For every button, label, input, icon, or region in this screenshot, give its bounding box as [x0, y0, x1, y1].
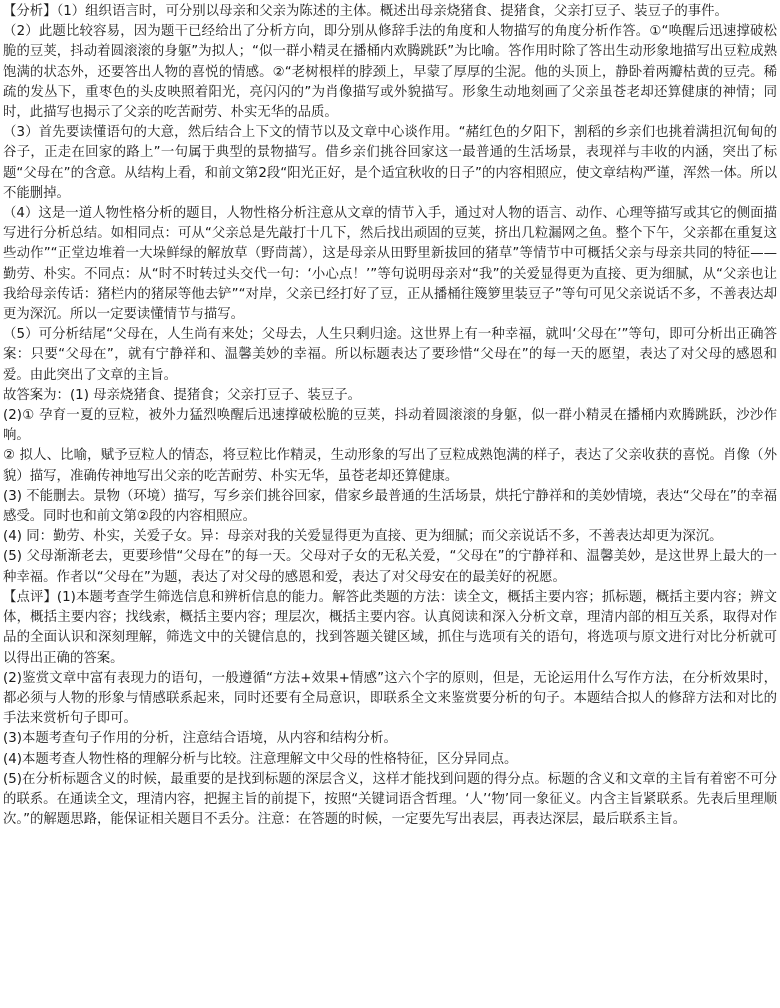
analysis-question-5-paragraph: （5）可分析结尾“父母在，人生尚有来处；父母去，人生只剩归途。这世界上有一种幸福，就叫‘父母在’”等句，即可分析出正确答案：只要“父母在”，就有宁静祥和、温馨美妙的幸福。所以标题表达了要珍惜“父母在”的每一天的愿望，表达了对父母的感恩和爱。由此突出了文章的主旨。 [3, 327, 777, 383]
comment-1-paragraph: 【点评】(1)本题考查学生筛选信息和辨析信息的能力。解答此类题的方法：读全文，概括主要内容；抓标题，概括主要内容；辨文体，概括主要内容；找线索，概括主要内容；理层次，概括主要内容。认真阅读和深入分析文章，理清内部的相互关系，取得对作品的全面认识和深刻理解，筛选文中的关键信息的，找到答题关键区域，抓住与选项有关的语句，将选项与原文进行对比分析就可以得出正确的答案。 [3, 589, 777, 666]
comment-2-paragraph: (2)鉴赏文章中富有表现力的语句，一般遵循“方法+效果+情感”这六个字的原则，但是，无论运用什么写作方法，在分析效果时，都必须与人物的形象与情感联系起来，同时还要有全局意识，即联系全文来鉴赏要分析的句子。本题结合拟人的修辞方法和对比的手法来赏析句子即可。 [3, 670, 777, 727]
answer-2b-paragraph: ② 拟人、比喻，赋予豆粒人的情态，将豆粒比作精灵，生动形象的写出了豆粒成熟饱满的样子，表达了父亲收获的喜悦。肖像（外貌）描写，准确传神地写出父亲的吃苦耐劳、朴实无华，虽苍老却还算健康。 [3, 448, 777, 484]
analysis-question-3-paragraph: （3）首先要读懂语句的大意，然后结合上下文的情节以及文章中心谈作用。“赭红色的夕阳下，割稻的乡亲们也挑着满担沉甸甸的谷子，正走在回家的路上”一句属于典型的景物描写。借乡亲们挑谷回家这一最普通的生活场景，表现祥与丰收的内涵，突出了标题“父母在”的含意。从结构上看，和前文第2段“阳光正好，是个适宜秋收的日子”的内容相照应，使文章结构严谨，浑然一体。所以不能删掉。 [3, 125, 777, 201]
comment-4-paragraph: (4)本题考查人物性格的理解分析与比较。注意理解文中父母的性格特征，区分异同点。 [3, 751, 518, 767]
answer-1-paragraph: 故答案为：(1) 母亲烧猪食、提猪食；父亲打豆子、装豆子。 [3, 387, 361, 403]
comment-5-paragraph: (5)在分析标题含义的时候，最重要的是找到标题的深层含义，这样才能找到问题的得分点。标题的含义和文章的主旨有着密不可分的联系。在通读全文，理清内容，把握主旨的前提下，按照“关键词语含哲理。‘人’‘物’同一象征义。内含主旨紧联系。先表后里理顺次。”的解题思路，能保证相关题目不丢分。注意：在答题的时候，一定要先写出表层，再表达深层，最后联系主旨。 [3, 771, 777, 828]
analysis-question-4-paragraph: （4）这是一道人物性格分析的题目，人物性格分析注意从文章的情节入手，通过对人物的语言、动作、心理等描写或其它的侧面描写进行分析总结。如相同点：可从“父亲总是先敲打十几下，然后找出顽固的豆荚，挤出几粒漏网之鱼。整个下午，父亲都在重复这些动作”“正堂边堆着一大垛鲜绿的解放草（野茼蒿），这是母亲从田野里新拔回的猪草”等情节中可概括父亲与母亲共同的特征——勤劳、朴实。不同点：从“时不时转过头交代一句：‘小心点！’”等句说明母亲对“我”的关爱显得更为直接、更为细腻，从“父亲也让我给母亲传话：猪栏内的猪尿等他去铲”“对岸，父亲已经打好了豆，正从播桶往篾箩里装豆子”等句可见父亲说话不多，不善表达却更为深沉。所以一定要读懂情节与描写。 [3, 206, 777, 323]
answer-3-paragraph: (3) 不能删去。景物（环境）描写，写乡亲们挑谷回家，借家乡最普通的生活场景，烘托宁静祥和的美妙情境，表达“父母在”的幸福感受。同时也和前文第②段的内容相照应。 [3, 488, 777, 525]
answer-5-paragraph: (5) 父母渐渐老去，更要珍惜“父母在”的每一天。父母对子女的无私关爱，“父母在”的宁静祥和、温馨美妙，是这世界上最大的一种幸福。作者以“父母在”为题，表达了对父母的感恩和爱，表达了对父母安在的最美好的祝愿。 [3, 549, 777, 585]
analysis-heading-paragraph: 【分析】（1）组织语言时，可分别以母亲和父亲为陈述的主体。概述出母亲烧猪食、提猪食，父亲打豆子、装豆子的事件。 [3, 4, 728, 19]
analysis-question-2-paragraph: （2）此题比较容易，因为题干已经给出了分析方向，即分别从修辞手法的角度和人物描写的角度分析作答。①“唤醒后迅速撑破松脆的豆荚，抖动着圆滚滚的身躯”为拟人；“似一群小精灵在播桶内欢腾跳跃”为比喻。答作用时除了答出生动形象地描写出豆粒成熟饱满的状态外，还要答出人物的喜悦的情感。②“老树根样的脖颈上，早蒙了厚厚的尘泥。他的头顶上，静卧着两瓣枯黄的豆壳。稀疏的发丛下，重枣色的头皮映照着阳光，亮闪闪的”为肖像描写或外貌描写。形象生动地刻画了父亲虽苍老却还算健康的神情；同时，此描写也揭示了父亲的吃苦耐劳、朴实无华的品质。 [3, 24, 777, 121]
answer-4-paragraph: (4) 同：勤劳、朴实，关爱子女。异：母亲对我的关爱显得更为直接、更为细腻；而父亲说话不多，不善表达却更为深沉。 [3, 529, 723, 545]
answer-2a-paragraph: (2)① 孕育一夏的豆粒，被外力猛烈唤醒后迅速撑破松脆的豆荚，抖动着圆滚滚的身躯，似一群小精灵在播桶内欢腾跳跃，沙沙作响。 [3, 408, 777, 444]
comment-3-paragraph: (3)本题考查句子作用的分析，注意结合语境，从内容和结构分析。 [3, 731, 397, 747]
